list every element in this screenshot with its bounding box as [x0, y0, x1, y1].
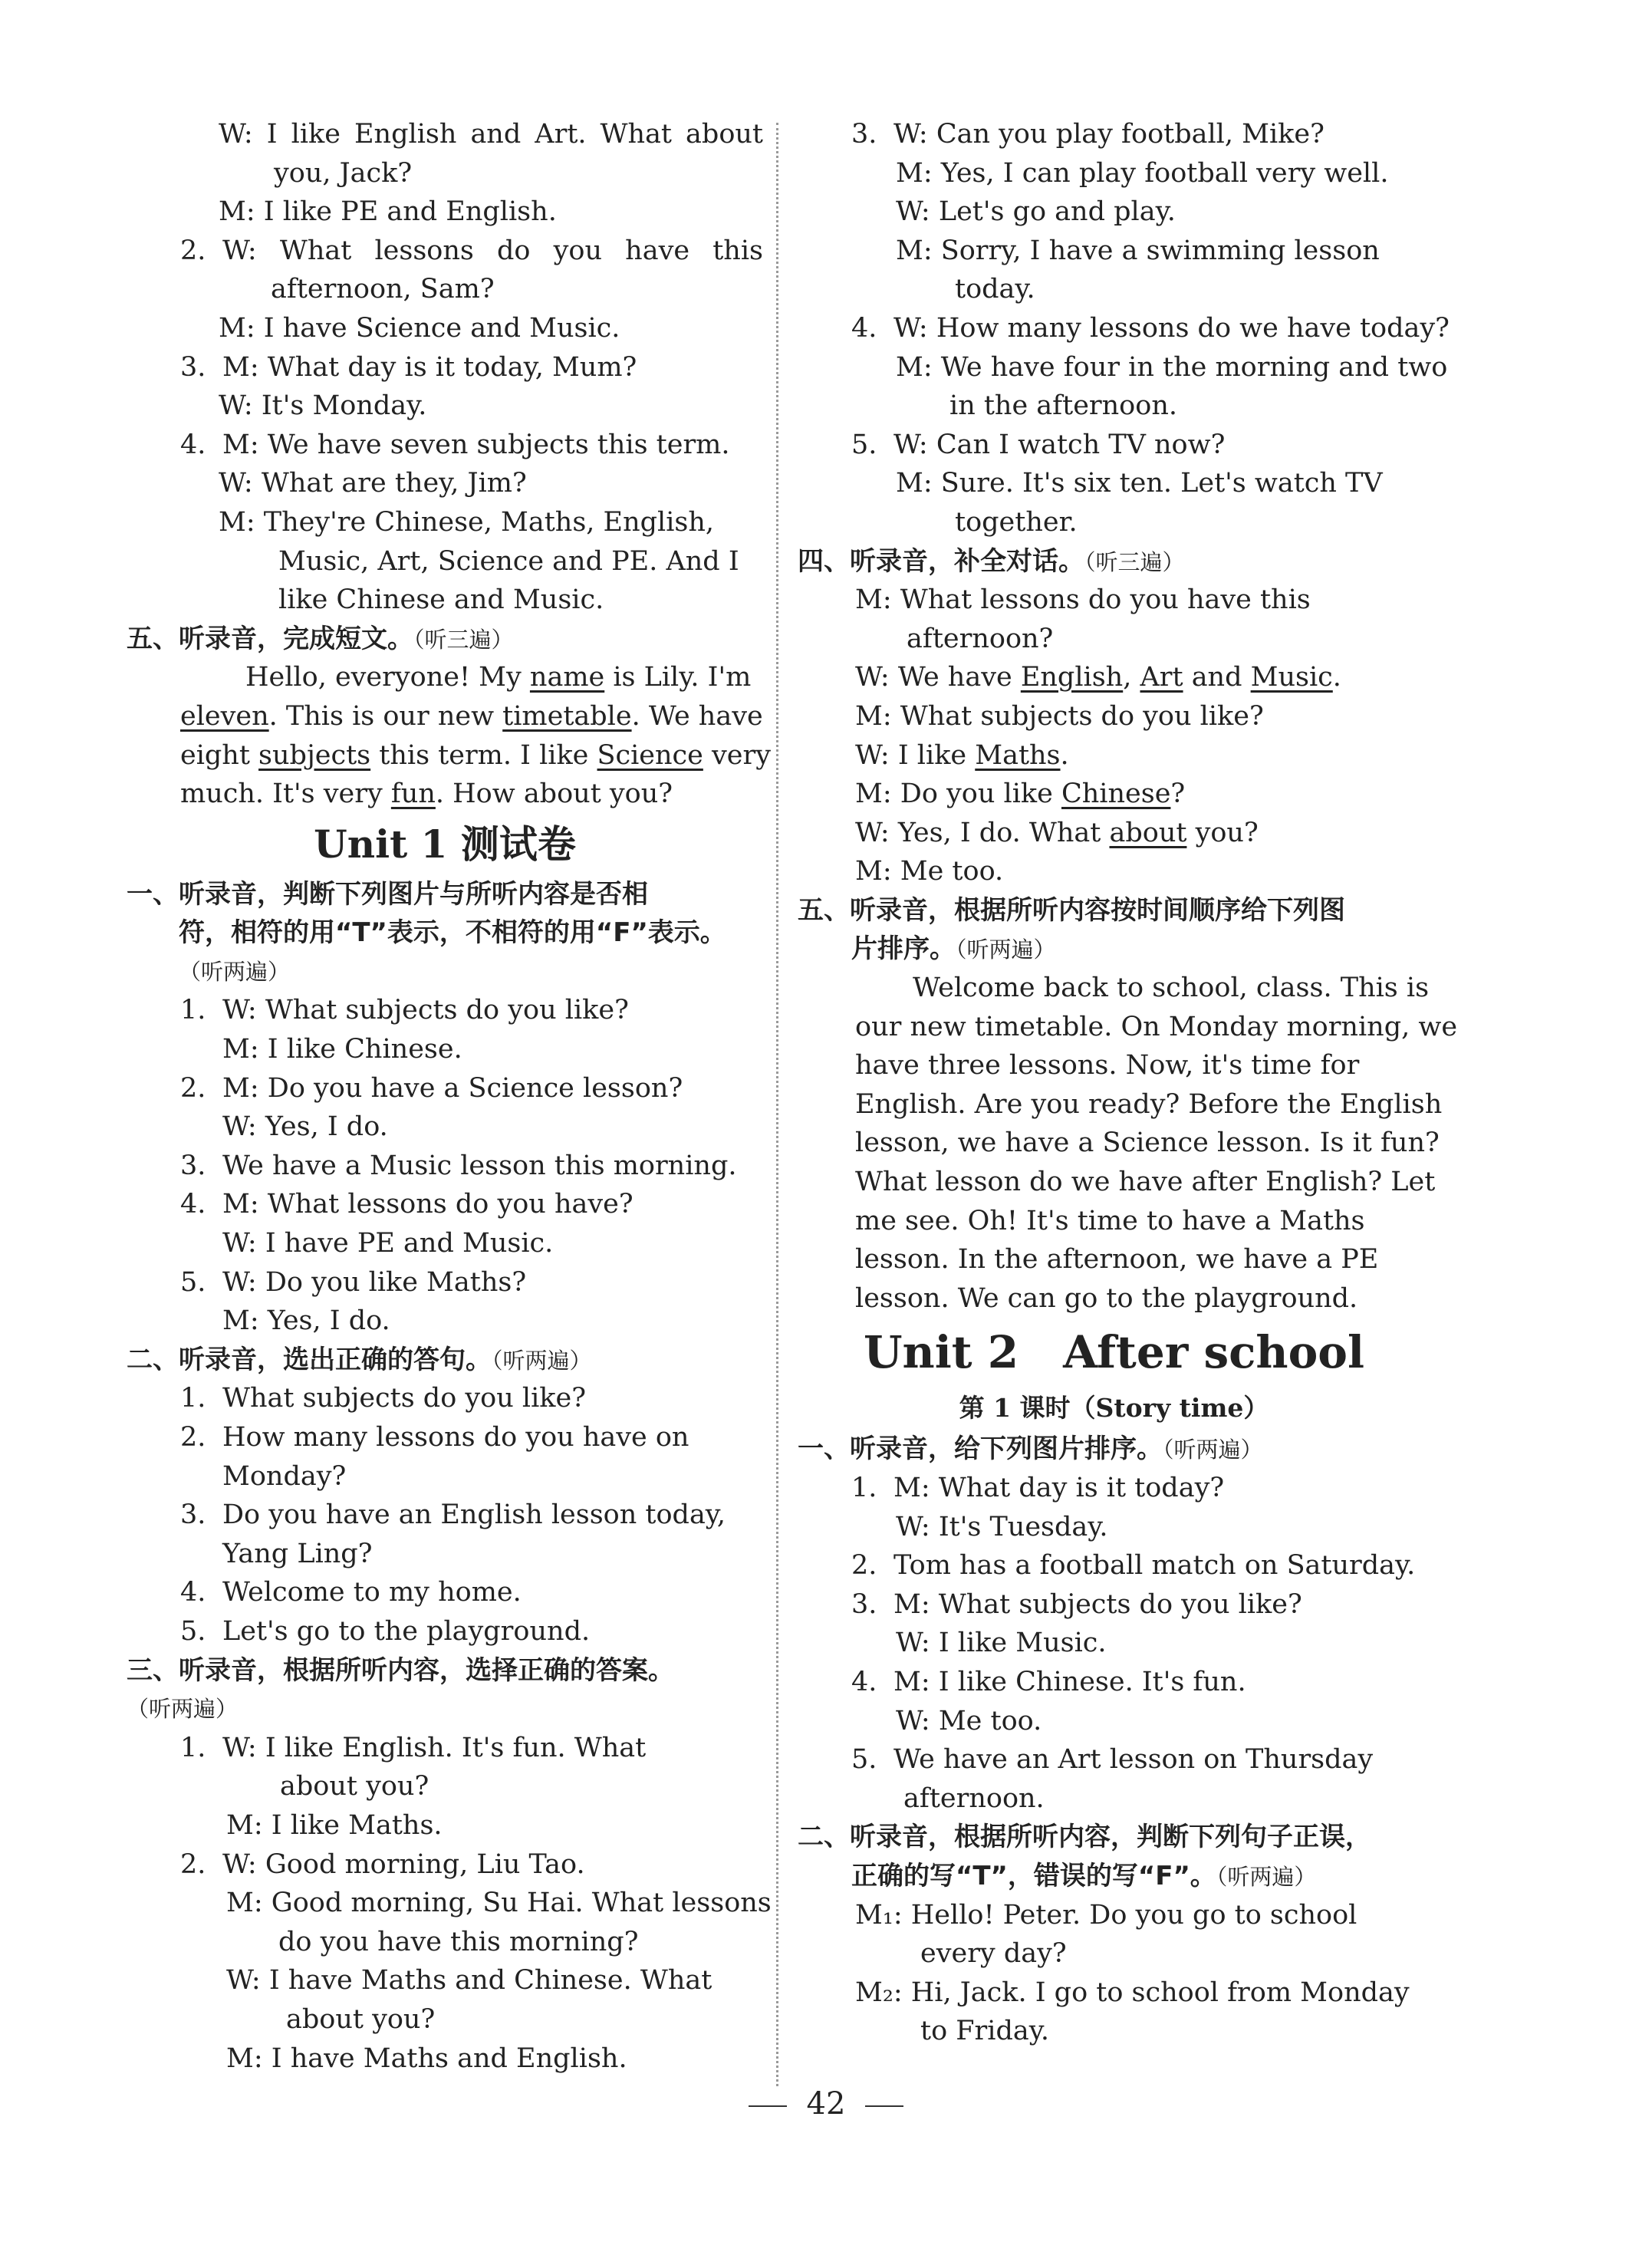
line: W: I like English and Art. What about — [219, 119, 763, 150]
line: afternoon. — [903, 1783, 1045, 1814]
line: M: Do you like Chinese? — [855, 779, 1186, 810]
line: Monday? — [222, 1460, 347, 1492]
line: M: What lessons do you have this — [855, 584, 1311, 616]
line: Welcome back to school, class. This is — [913, 973, 1430, 1004]
line: W: I have Maths and Chinese. What — [226, 1965, 712, 1996]
line: 3. M: What subjects do you like? — [851, 1588, 1302, 1620]
line: W: Let's go and play. — [896, 196, 1176, 228]
line: 5. W: Do you like Maths? — [180, 1266, 527, 1298]
line: our new timetable. On Monday morning, we — [855, 1011, 1458, 1042]
unit-title: Unit 2 After school — [863, 1326, 1365, 1379]
line: do you have this morning? — [278, 1926, 639, 1957]
right-column — [798, 115, 1458, 2051]
line: M: I have Maths and English. — [226, 2043, 627, 2074]
column-divider — [776, 123, 778, 2086]
line: afternoon, Sam? — [271, 274, 495, 305]
line: lesson. We can go to the playground. — [855, 1282, 1358, 1314]
line: about you? — [286, 2003, 436, 2035]
section-heading: 五、听录音，根据所听内容按时间顺序给下列图 — [798, 894, 1345, 926]
test-title: Unit 1 测试卷 — [314, 821, 576, 867]
line: W: Yes, I do. — [222, 1111, 388, 1143]
line: 5. Let's go to the playground. — [180, 1615, 591, 1647]
line: 2. Tom has a football match on Saturday. — [851, 1550, 1416, 1582]
lesson-title: 第 1 课时（Story time） — [959, 1393, 1269, 1424]
line: afternoon? — [907, 623, 1054, 654]
line: M: I have Science and Music. — [219, 312, 620, 344]
line: M: I like PE and English. — [219, 196, 557, 228]
line: 2. M: Do you have a Science lesson? — [180, 1072, 683, 1104]
line: W: What are they, Jim? — [219, 468, 527, 499]
line: 1. W: I like English. It's fun. What — [180, 1732, 647, 1763]
line: to Friday. — [920, 2016, 1049, 2047]
section-heading: 三、听录音，根据所听内容，选择正确的答案。 — [127, 1654, 674, 1686]
line: W: We have English, Art and Music. — [855, 662, 1341, 693]
section-heading: 二、听录音，根据所听内容，判断下列句子正误， — [798, 1822, 1371, 1853]
section-note: （听两遍） — [127, 1696, 239, 1723]
section-heading: 四、听录音，补全对话。（听三遍） — [798, 545, 1185, 577]
line: M: What subjects do you like? — [855, 700, 1264, 732]
line: English. Are you ready? Before the English — [855, 1088, 1443, 1120]
line: 2. W: Good morning, Liu Tao. — [180, 1848, 585, 1880]
line: M₁: Hello! Peter. Do you go to school — [855, 1899, 1357, 1931]
section-heading: 一、听录音，判断下列图片与所听内容是否相 — [127, 878, 648, 910]
line: 4. M: We have seven subjects this term. — [180, 429, 730, 460]
line: 4. M: I like Chinese. It's fun. — [851, 1666, 1246, 1697]
section-heading: 一、听录音，给下列图片排序。（听两遍） — [798, 1434, 1263, 1465]
line: 3. W: Can you play football, Mike? — [851, 119, 1325, 150]
line: lesson. In the afternoon, we have a PE — [855, 1244, 1379, 1276]
line: eight subjects this term. I like Science very — [180, 739, 771, 771]
line: 5. W: Can I watch TV now? — [851, 429, 1226, 460]
line: 1. W: What subjects do you like? — [180, 995, 629, 1026]
line: today. — [955, 274, 1035, 305]
line: M: We have four in the morning and two — [896, 351, 1448, 383]
line: you, Jack? — [274, 157, 413, 189]
line: 1. M: What day is it today? — [851, 1473, 1225, 1503]
line: much. It's very fun. How about you? — [180, 779, 673, 810]
line: eleven. This is our new timetable. We have — [180, 700, 763, 732]
line: 3. Do you have an English lesson today, — [180, 1499, 726, 1531]
line: M: Sure. It's six ten. Let's watch TV — [896, 468, 1383, 499]
line: 3. M: What day is it today, Mum? — [180, 351, 637, 383]
line: like Chinese and Music. — [278, 584, 604, 616]
line: lesson, we have a Science lesson. Is it fun? — [855, 1127, 1440, 1159]
line: 4. W: How many lessons do we have today? — [851, 312, 1450, 344]
line: me see. Oh! It's time to have a Maths — [855, 1205, 1365, 1236]
line: Yang Ling? — [222, 1538, 373, 1569]
line: W: Me too. — [896, 1705, 1042, 1736]
line: 5. We have an Art lesson on Thursday — [851, 1744, 1374, 1776]
line: 2. How many lessons do you have on — [180, 1422, 689, 1453]
line: Hello, everyone! My name is Lily. I'm — [245, 662, 752, 693]
line: M: Sorry, I have a swimming lesson — [896, 235, 1380, 266]
line: W: It's Tuesday. — [896, 1511, 1108, 1542]
line: in the afternoon. — [949, 390, 1177, 422]
section-heading: 符，相符的用“T”表示，不相符的用“F”表示。 — [179, 917, 726, 949]
line: W: I have PE and Music. — [222, 1228, 554, 1259]
line: together. — [955, 506, 1078, 538]
line: about you? — [280, 1771, 429, 1802]
line: M: Yes, I can play football very well. — [896, 157, 1389, 189]
line: 2. W: What lessons do you have this — [180, 235, 763, 266]
line: W: I like Maths. — [855, 739, 1069, 771]
line: W: Yes, I do. What about you? — [855, 817, 1259, 848]
line: M: Yes, I do. — [222, 1305, 390, 1337]
line: every day? — [920, 1938, 1067, 1970]
line: M: I like Chinese. — [222, 1034, 462, 1065]
line: 3. We have a Music lesson this morning. — [180, 1150, 737, 1181]
line: What lesson do we have after English? Let — [855, 1167, 1436, 1198]
line: M: I like Maths. — [226, 1809, 443, 1841]
line: M: Me too. — [855, 856, 1004, 887]
line: 4. M: What lessons do you have? — [180, 1189, 633, 1220]
section-heading: 正确的写“T”，错误的写“F”。（听两遍） — [851, 1860, 1317, 1891]
line: 4. Welcome to my home. — [180, 1577, 522, 1608]
page-number: 42 — [0, 2086, 1652, 2122]
line: Music, Art, Science and PE. And I — [278, 545, 739, 577]
line: W: I like Music. — [896, 1628, 1107, 1659]
line: M₂: Hi, Jack. I go to school from Monday — [855, 1977, 1410, 2008]
line: M: They're Chinese, Maths, English, — [219, 506, 715, 538]
left-column — [127, 115, 772, 2078]
section-heading: 二、听录音，选出正确的答句。（听两遍） — [127, 1344, 592, 1375]
section-note: （听两遍） — [179, 958, 291, 985]
line: 1. What subjects do you like? — [180, 1383, 586, 1414]
line: W: It's Monday. — [219, 390, 427, 422]
section-heading: 片排序。（听两遍） — [851, 933, 1056, 965]
line: have three lessons. Now, it's time for — [855, 1050, 1360, 1081]
section-heading: 五、听录音，完成短文。（听三遍） — [127, 623, 514, 654]
line: M: Good morning, Su Hai. What lessons — [226, 1888, 772, 1919]
